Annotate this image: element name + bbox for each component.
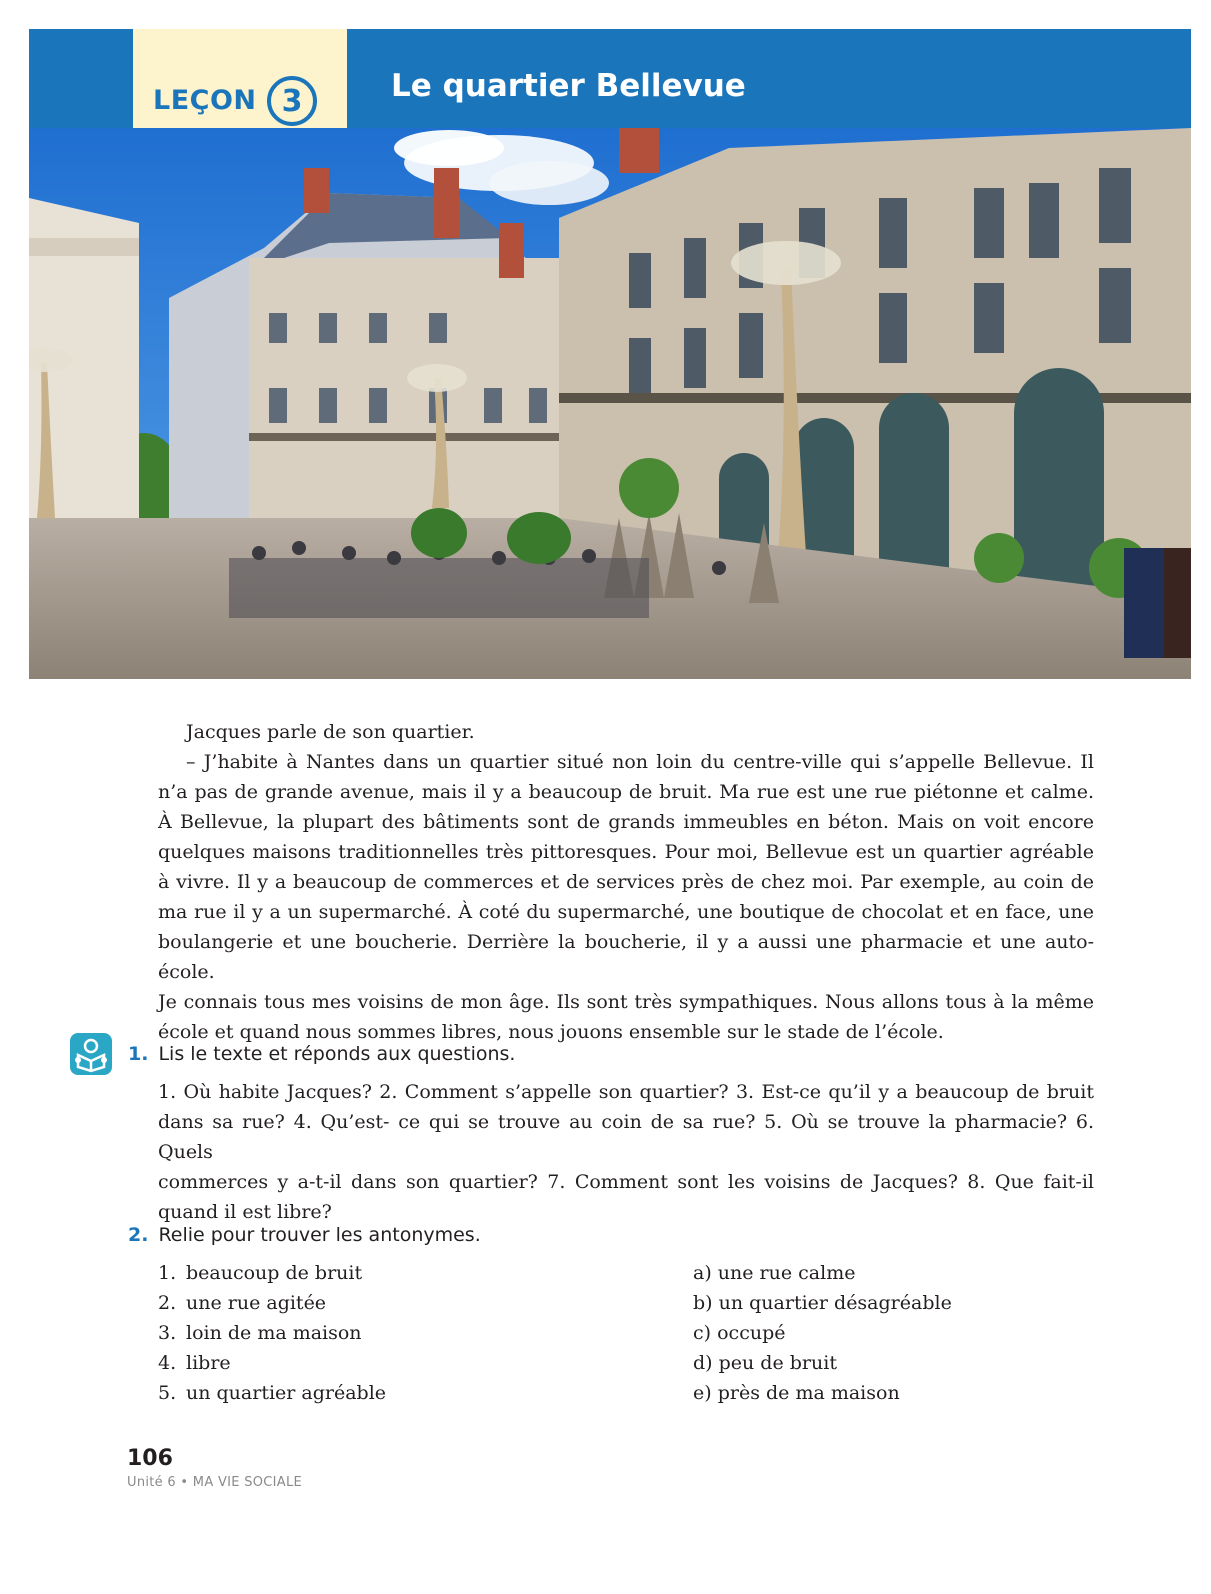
passage-line: à vivre. Il y a beaucoup de commerces et de services près de chez moi. Par exemple, au coin de (158, 871, 1094, 893)
question-line: quand il est libre? (158, 1201, 332, 1223)
street-photo (29, 128, 1191, 679)
exercise-2-title (128, 1224, 481, 1246)
antonym-item: 3. loin de ma maison (158, 1322, 362, 1344)
antonym-option: b) un quartier désagréable (693, 1292, 952, 1314)
passage-line: – J’habite à Nantes dans un quartier situé non loin du centre-ville qui s’appelle Bellevue. Il (186, 751, 1094, 773)
passage-line: boulangerie et une boucherie. Derrière la boucherie, il y a aussi une pharmacie et une auto-école. (158, 931, 1094, 983)
exercise-1-number: 1. (128, 1043, 149, 1065)
antonym-option: a) une rue calme (693, 1262, 856, 1284)
reading-exercise-icon (70, 1033, 112, 1075)
page-number: 106 (127, 1446, 173, 1471)
passage-line: n’a pas de grande avenue, mais il y a beaucoup de bruit. Ma rue est une rue piétonne et calme. (158, 781, 1094, 803)
antonym-item: 1. beaucoup de bruit (158, 1262, 363, 1284)
passage-line: école et quand nous sommes libres, nous jouons ensemble sur le stade de l’école. (158, 1021, 944, 1043)
unit-footer: Unité 6 • MA VIE SOCIALE (127, 1475, 303, 1490)
antonym-option: d) peu de bruit (693, 1352, 837, 1374)
passage-line: quelques maisons traditionnelles très pittoresques. Pour moi, Bellevue est un quartier agréable (158, 841, 1094, 863)
antonym-list-right (693, 1258, 952, 1408)
question-line: dans sa rue? 4. Qu’est- ce qui se trouve au coin de sa rue? 5. Où se trouve la pharmacie? 6. Quels (158, 1111, 1094, 1163)
exercise-1-questions (158, 1077, 1094, 1227)
passage-line: ma rue il y a un supermarché. À coté du supermarché, une boutique de chocolat et en face, une (158, 901, 1094, 923)
antonym-option: e) près de ma maison (693, 1382, 900, 1404)
reading-passage (158, 717, 1094, 1047)
intro-line: Jacques parle de son quartier. (186, 721, 475, 743)
lesson-number-badge: 3 (267, 76, 317, 126)
exercise-2-number: 2. (128, 1224, 149, 1246)
antonym-option: c) occupé (693, 1322, 786, 1344)
passage-line: À Bellevue, la plupart des bâtiments sont de grands immeubles en béton. Mais on voit encore (158, 811, 1094, 833)
antonym-item: 2. une rue agitée (158, 1292, 327, 1314)
antonym-list-left (158, 1258, 386, 1408)
antonym-item: 5. un quartier agréable (158, 1382, 387, 1404)
lesson-word: LEÇON (153, 85, 257, 116)
exercise-2-instruction: Relie pour trouver les antonymes. (158, 1224, 481, 1246)
passage-line: Je connais tous mes voisins de mon âge. Ils sont très sympathiques. Nous allons tous à la même (158, 991, 1094, 1013)
question-line: commerces y a-t-il dans son quartier? 7. Comment sont les voisins de Jacques? 8. Que fait-il (158, 1171, 1094, 1193)
lesson-title: Le quartier Bellevue (391, 68, 746, 104)
antonym-item: 4. libre (158, 1352, 231, 1374)
exercise-1-instruction: Lis le texte et réponds aux questions. (158, 1043, 516, 1065)
exercise-1-title (128, 1043, 515, 1065)
question-line: 1. Où habite Jacques? 2. Comment s’appelle son quartier? 3. Est-ce qu’il y a beaucoup de bruit (158, 1081, 1094, 1103)
